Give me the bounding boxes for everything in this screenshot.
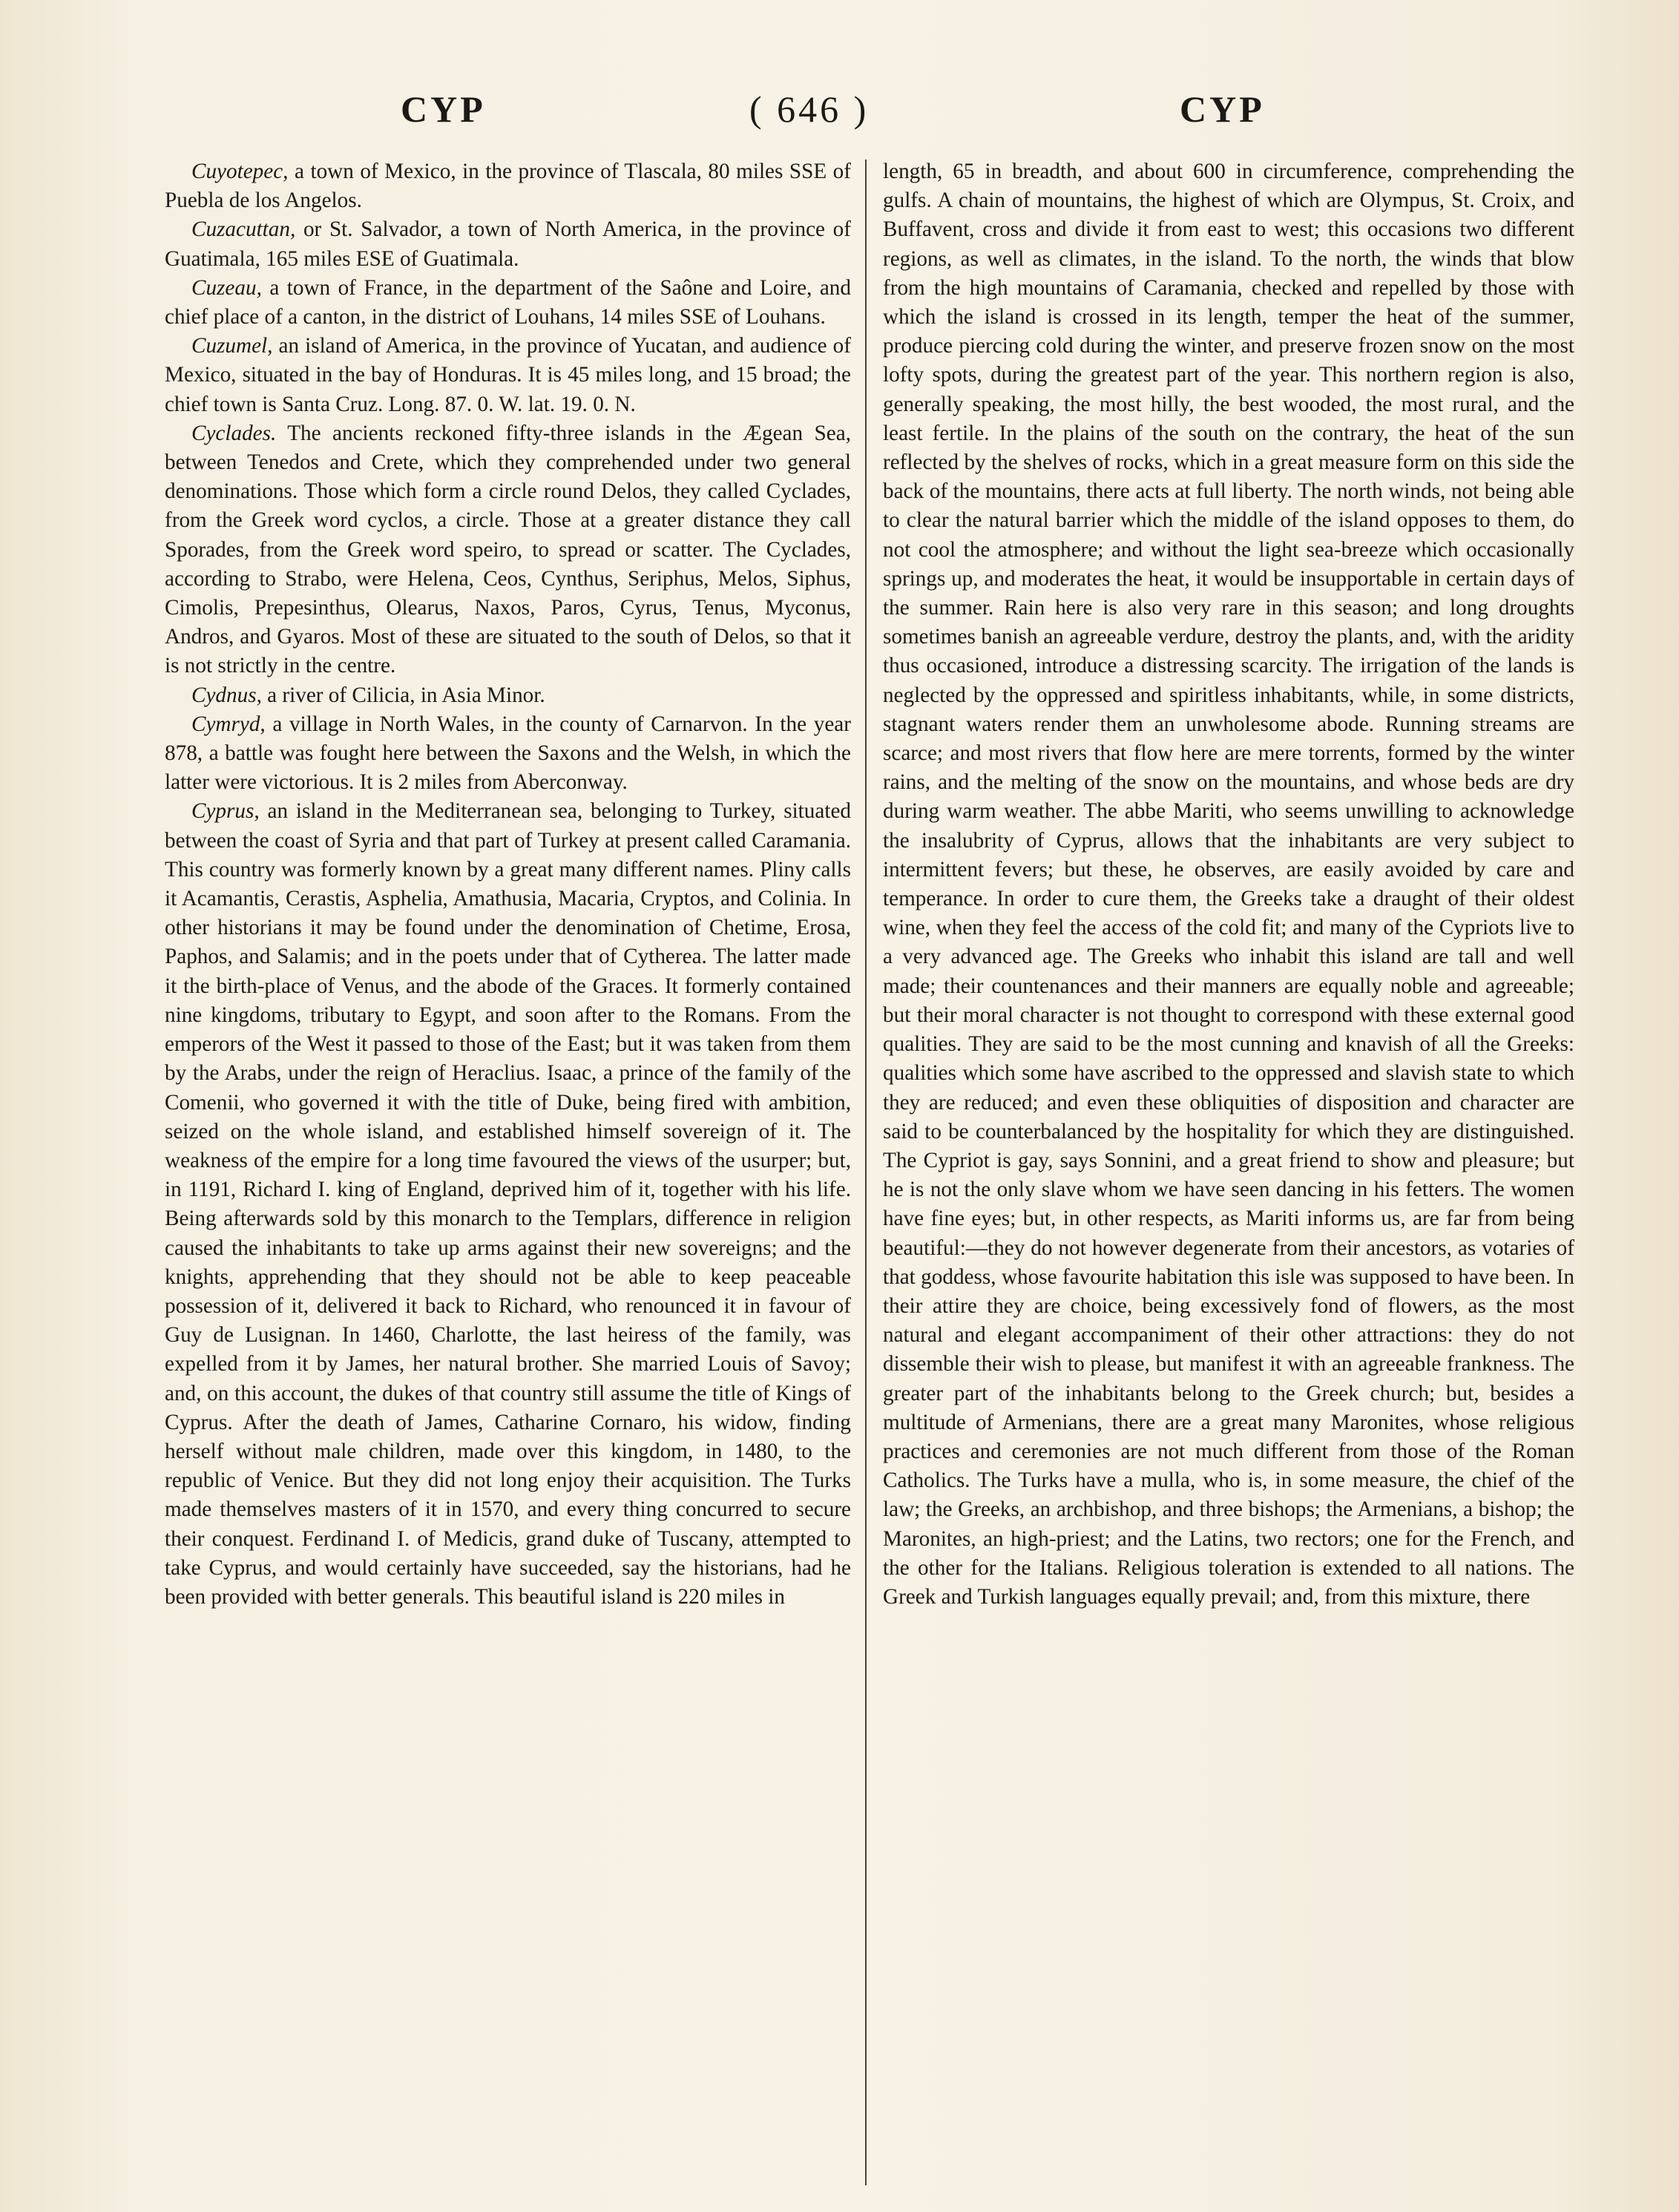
dictionary-entry bbox=[165, 157, 851, 215]
running-header bbox=[0, 88, 1679, 140]
entry-headword: Cydnus, bbox=[191, 683, 262, 707]
entry-text: The ancients reckoned fifty-three islands in the Ægean Sea, between Tenedos and Crete, which they comprehended under two general denominations. Those which form a circle round Delos, they called Cyclades, from the Greek word cyclos, a circle. Those at a greater distance they call Sporades, from the Greek word speiro, to spread or scatter. The Cyclades, according to Strabo, were Helena, Ceos, Cynthus, Seriphus, Melos, Siphus, Cimolis, Prepesinthus, Olearus, Naxos, Paros, Cyrus, Tenus, Myconus, Andros, and Gyaros. Most of these are situated to the south of Delos, so that it is not strictly in the centre. bbox=[165, 421, 851, 678]
entry-text: a town of France, in the department of the Saône and Loire, and chief place of a canton, in the district of Louhans, 14 miles SSE of Louhans. bbox=[165, 275, 851, 329]
entry-headword: Cuzumel, bbox=[191, 334, 273, 358]
entry-text: or St. Salvador, a town of North America, in the province of Guatimala, 165 miles ESE of Guatimala. bbox=[165, 217, 851, 271]
entry-text: a river of Cilicia, in Asia Minor. bbox=[261, 683, 545, 707]
entry-headword: Cymryd, bbox=[191, 712, 266, 736]
entry-text: a town of Mexico, in the province of Tlascala, 80 miles SSE of Puebla de los Angelos. bbox=[165, 160, 851, 213]
entry-text: a village in North Wales, in the county of Carnarvon. In the year 878, a battle was fought here between the Saxons and the Welsh, in which the latter were victorious. It is 2 miles from Aberconway. bbox=[165, 712, 851, 795]
entry-text: an island in the Mediterranean sea, belonging to Turkey, situated between the coast of Syria and that part of Turkey at present called Caramania. This country was formerly known by a great many different names. Pliny calls it Acamantis, Cerastis, Asphelia, Amathusia, Macaria, Cryptos, and Colinia. In other historians it may be found under the denomination of Chetime, Erosa, Paphos, and Salamis; and in the poets under that of Cytherea. The latter made it the birth-place of Venus, and the abode of the Graces. It formerly contained nine kingdoms, tributary to Egypt, and soon after to the Romans. From the emperors of the West it passed to those of the East; but it was taken from them by the Arabs, under the reign of Heraclius. Isaac, a prince of the family of the Comenii, who governed it with the title of Duke, being fired with ambition, seized on the whole island, and established himself sovereign of it. The weakness of the empire for a long time favoured the views of the usurper; but, in 1191, Richard I. king of England, deprived him of it, together with his life. Being afterwards sold by this monarch to the Templars, difference in religion caused the inhabitants to take up arms against their new sovereigns; and the knights, apprehending that they should not be able to keep peaceable possession of it, delivered it back to Richard, who renounced it in favour of Guy de Lusignan. In 1460, Charlotte, the last heiress of the family, was expelled from it by James, her natural brother. She married Louis of Savoy; and, on this account, the dukes of that country still assume the title of Kings of Cyprus. After the death of James, Catharine Cornaro, his widow, finding herself without male children, made over this kingdom, in 1480, to the republic of Venice. But they did not long enjoy their acquisition. The Turks made themselves masters of it in 1570, and every thing concurred to secure their conquest. Ferdinand I. of Medicis, grand duke of Tuscany, attempted to take Cyprus, and would certainly have succeeded, say the historians, had he been provided with better generals. This beautiful island is 220 miles in bbox=[165, 799, 851, 1609]
right-column bbox=[883, 157, 1574, 2190]
column-rule bbox=[865, 160, 867, 2185]
left-column bbox=[165, 157, 851, 2190]
page-number: ( 646 ) bbox=[749, 88, 870, 130]
entry-continuation bbox=[883, 157, 1574, 1612]
entry-text: length, 65 in breadth, and about 600 in circumference, comprehending the gulfs. A chain of mountains, the highest of which are Olympus, St. Croix, and Buffavent, cross and divide it from east to west; this occasions two different regions, as well as climates, in the island. To the north, the winds that blow from the high mountains of Caramania, checked and repelled by those with which the island is crossed in its length, temper the heat of the summer, produce piercing cold during the winter, and preserve frozen snow on the most lofty spots, during the greatest part of the year. This northern region is also, generally speaking, the most hilly, the best wooded, the most rural, and the least fertile. In the plains of the south on the contrary, the heat of the sun reflected by the shelves of rocks, which in a great measure form on this side the back of the mountains, there acts at full liberty. The north winds, not being able to clear the natural barrier which the middle of the island opposes to them, do not cool the atmosphere; and without the light sea-breeze which occasionally springs up, and moderates the heat, it would be insupportable in certain days of the summer. Rain here is also very rare in this season; and long droughts sometimes banish an agreeable verdure, destroy the plants, and, with the aridity thus occasioned, introduce a distressing scarcity. The irrigation of the lands is neglected by the oppressed and spiritless inhabitants, while, in some districts, stagnant waters render them an unwholesome abode. Running streams are scarce; and most rivers that flow here are mere torrents, formed by the winter rains, and the melting of the snow on the mountains, and whose beds are dry during warm weather. The abbe Mariti, who seems unwilling to acknowledge the insalubrity of Cyprus, allows that the inhabitants are very subject to intermittent fevers; but these, he observes, are easily avoided by care and temperance. In order to cure them, the Greeks take a draught of their oldest wine, when they feel the access of the cold fit; and many of the Cypriots live to a very advanced age. The Greeks who inhabit this island are tall and well made; their countenances and their manners are equally noble and agreeable; but their moral character is not thought to correspond with these external good qualities. They are said to be the most cunning and knavish of all the Greeks: qualities which some have ascribed to the oppressed and slavish state to which they are reduced; and even these obliquities of disposition and character are said to be counterbalanced by the hospitality for which they are distinguished. The Cypriot is gay, says Sonnini, and a great friend to show and pleasure; but he is not the only slave whom we have seen dancing in his fetters. The women have fine eyes; but, in other respects, as Mariti informs us, are far from being beautiful:—they do not however degenerate from their ancestors, as votaries of that goddess, whose favourite habitation this isle was supposed to have been. In their attire they are choice, being excessively fond of flowers, as the most natural and elegant accompaniment of their other attractions: they do not dissemble their wish to please, but manifest it with an agreeable frankness. The greater part of the inhabitants belong to the Greek church; but, besides a multitude of Armenians, there are a great many Maronites, whose religious practices and ceremonies are not much different from those of the Roman Catholics. The Turks have a mulla, who is, in some measure, the chief of the law; the Greeks, an archbishop, and three bishops; the Armenians, a bishop; the Maronites, an high-priest; and the Latins, two rectors; one for the French, and the other for the Italians. Religious toleration is extended to all nations. The Greek and Turkish languages equally prevail; and, from this mixture, there bbox=[883, 160, 1574, 1609]
entry-headword: Cuyotepec, bbox=[191, 160, 289, 183]
entry-headword: Cuzeau, bbox=[191, 275, 262, 300]
dictionary-entry bbox=[165, 710, 851, 798]
dictionary-entry bbox=[165, 215, 851, 273]
entry-headword: Cuzacuttan, bbox=[191, 217, 296, 242]
dictionary-entry bbox=[165, 332, 851, 419]
entry-headword: Cyprus, bbox=[191, 799, 260, 824]
dictionary-entry bbox=[165, 419, 851, 681]
header-left: CYP bbox=[401, 88, 486, 130]
dictionary-entry bbox=[165, 274, 851, 332]
header-right: CYP bbox=[1180, 88, 1265, 130]
dictionary-entry bbox=[165, 797, 851, 1612]
dictionary-entry bbox=[165, 681, 851, 710]
entry-text: an island of America, in the province of Yucatan, and audience of Mexico, situated in the bay of Honduras. It is 45 miles long, and 15 broad; the chief town is Santa Cruz. Long. 87. 0. W. lat. 19. 0. N. bbox=[165, 334, 851, 416]
entry-headword: Cyclades. bbox=[191, 421, 277, 445]
